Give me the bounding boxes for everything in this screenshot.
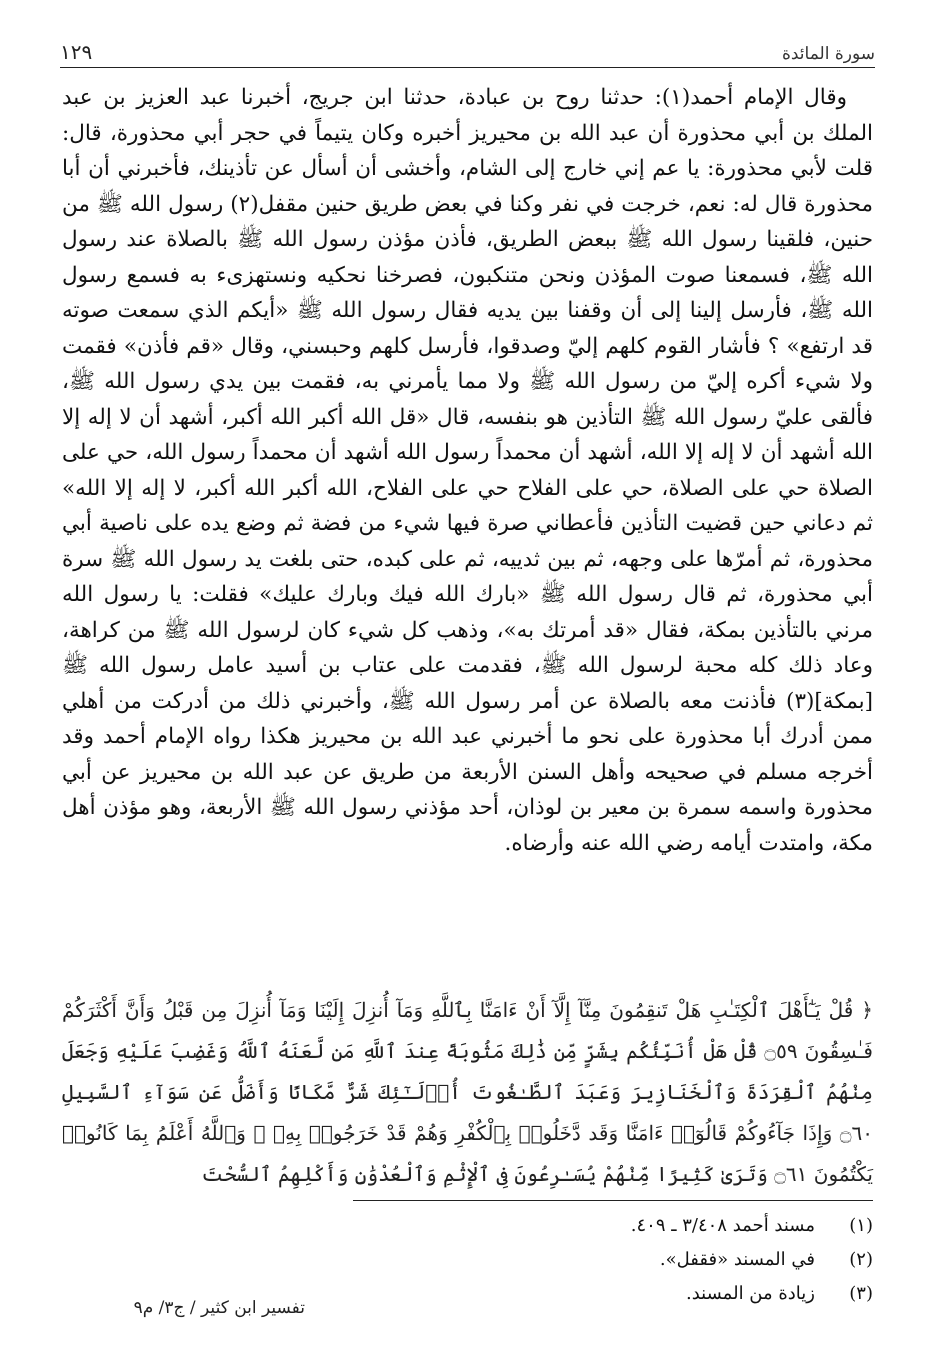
footnote-number: (٢) bbox=[849, 1249, 873, 1270]
surah-title: سورة المائدة bbox=[781, 44, 875, 64]
page-number: ١٢٩ bbox=[60, 40, 93, 64]
footnote-text: مسند أحمد ٣/٤٠٨ ـ ٤٠٩. bbox=[630, 1215, 815, 1236]
page-header bbox=[60, 30, 875, 68]
footnote-item bbox=[353, 1243, 873, 1277]
footnote-item bbox=[353, 1209, 873, 1243]
body-paragraph: وقال الإمام أحمد(١): حدثنا روح بن عبادة، حدثنا ابن جريج، أخبرنا عبد العزيز بن عبد الملك بن أبي محذورة أن عبد الله بن محيريز أخبره وكان يتيماً في حجر أبي محذورة، قال: قلت لأبي محذورة: يا عم إني خارج إلى الشام، وأخشى أن أسأل عن تأذينك، فأخبرني أن أبا محذورة قال له: نعم، خرجت في نفر وكنا في بعض طريق حنين مقفل(٢) رسول الله ﷺ من حنين، فلقينا رسول الله ﷺ ببعض الطريق، فأذن مؤذن رسول الله ﷺ بالصلاة عند رسول الله ﷺ، فسمعنا صوت المؤذن ونحن متنكبون، فصرخنا نحكيه ونستهزىء به فسمع رسول الله ﷺ، فأرسل إلينا إلى أن وقفنا بين يديه فقال رسول الله ﷺ «أيكم الذي سمعت صوته قد ارتفع» ؟ فأشار القوم كلهم إليّ وصدقوا، فأرسل كلهم وحبسني، وقال «قم فأذن» فقمت ولا شيء أكره إليّ من رسول الله ﷺ ولا مما يأمرني به، فقمت بين يدي رسول الله ﷺ، فألقى عليّ رسول الله ﷺ التأذين هو بنفسه، قال «قل الله أكبر الله أكبر، أشهد أن لا إله إلا الله أشهد أن لا إله إلا الله، أشهد أن محمداً رسول الله أشهد أن محمداً رسول الله، حي على الصلاة حي على الصلاة، حي على الفلاح حي على الفلاح، الله أكبر الله أكبر، لا إله إلا الله» ثم دعاني حين قضيت التأذين فأعطاني صرة فيها شيء من فضة ثم وضع يده على ناصية أبي محذورة، ثم أمرّها على وجهه، ثم بين ثدييه، ثم على كبده، حتى بلغت يد رسول الله ﷺ سرة أبي محذورة، ثم قال رسول الله ﷺ «بارك الله فيك وبارك عليك» فقلت: يا رسول الله مرني بالتأذين بمكة، فقال «قد أمرتك به»، وذهب كل شيء كان لرسول الله ﷺ من كراهة، وعاد ذلك كله محبة لرسول الله ﷺ، فقدمت على عتاب بن أسيد عامل رسول الله ﷺ [بمكة](٣) فأذنت معه بالصلاة عن أمر رسول الله ﷺ، وأخبرني ذلك من أدركت من أهلي ممن أدرك أبا محذورة على نحو ما أخبرني عبد الله بن محيريز هكذا رواه الإمام أحمد وقد أخرجه مسلم في صحيحه وأهل السنن الأربعة من طريق عن عبد الله بن محيريز عن أبي محذورة واسمه سمرة بن معير بن لوذان، أحد مؤذني رسول الله ﷺ الأربعة، وهو مؤذن أهل مكة، وامتدت أيامه رضي الله عنه وأرضاه. bbox=[62, 85, 873, 856]
page-footer: تفسير ابن كثير / ج٣/ م٩ bbox=[133, 1298, 305, 1318]
footnotes bbox=[353, 1200, 873, 1311]
quran-verse-block: ﴿ قُلْ يَـٰٓأَهْلَ ٱلْكِتَـٰبِ هَلْ تَنقِمُونَ مِنَّآ إِلَّآ أَنْ ءَامَنَّا بِٱللَّهِ وَمَآ أُنزِلَ إِلَيْنَا وَمَآ أُنزِلَ مِن قَبْلُ وَأَنَّ أَكْثَرَكُمْ فَـٰسِقُونَ ۝٥٩ قُلْ هَلْ أُنَبِّئُكُم بِشَرٍّ مِّن ذَٰلِكَ مَثُوبَةً عِندَ ٱللَّهِ مَن لَّعَنَهُ ٱللَّهُ وَغَضِبَ عَلَيْهِ وَجَعَلَ مِنْهُمُ ٱلْقِرَدَةَ وَٱلْخَنَازِيرَ وَعَبَدَ ٱلطَّـٰغُوتَ أُو۟لَـٰٓئِكَ شَرٌّ مَّكَانًا وَأَضَلُّ عَن سَوَآءِ ٱلسَّبِيلِ ۝٦٠ وَإِذَا جَآءُوكُمْ قَالُوٓا۟ ءَامَنَّا وَقَد دَّخَلُوا۟ بِٱلْكُفْرِ وَهُمْ قَدْ خَرَجُوا۟ بِهِۦ ۚ وَٱللَّهُ أَعْلَمُ بِمَا كَانُوا۟ يَكْتُمُونَ ۝٦١ وَتَرَىٰ كَثِيرًا مِّنْهُمْ يُسَـٰرِعُونَ فِى ٱلْإِثْمِ وَٱلْعُدْوَٰنِ وَأَكْلِهِمُ ٱلسُّحْتَ bbox=[62, 998, 873, 1186]
footnote-number: (١) bbox=[849, 1215, 873, 1236]
main-text bbox=[62, 80, 873, 861]
footnote-item bbox=[353, 1277, 873, 1311]
footnote-number: (٣) bbox=[849, 1283, 873, 1304]
footnote-text: زيادة من المسند. bbox=[686, 1283, 815, 1304]
footnote-text: في المسند «فقفل». bbox=[659, 1249, 815, 1270]
